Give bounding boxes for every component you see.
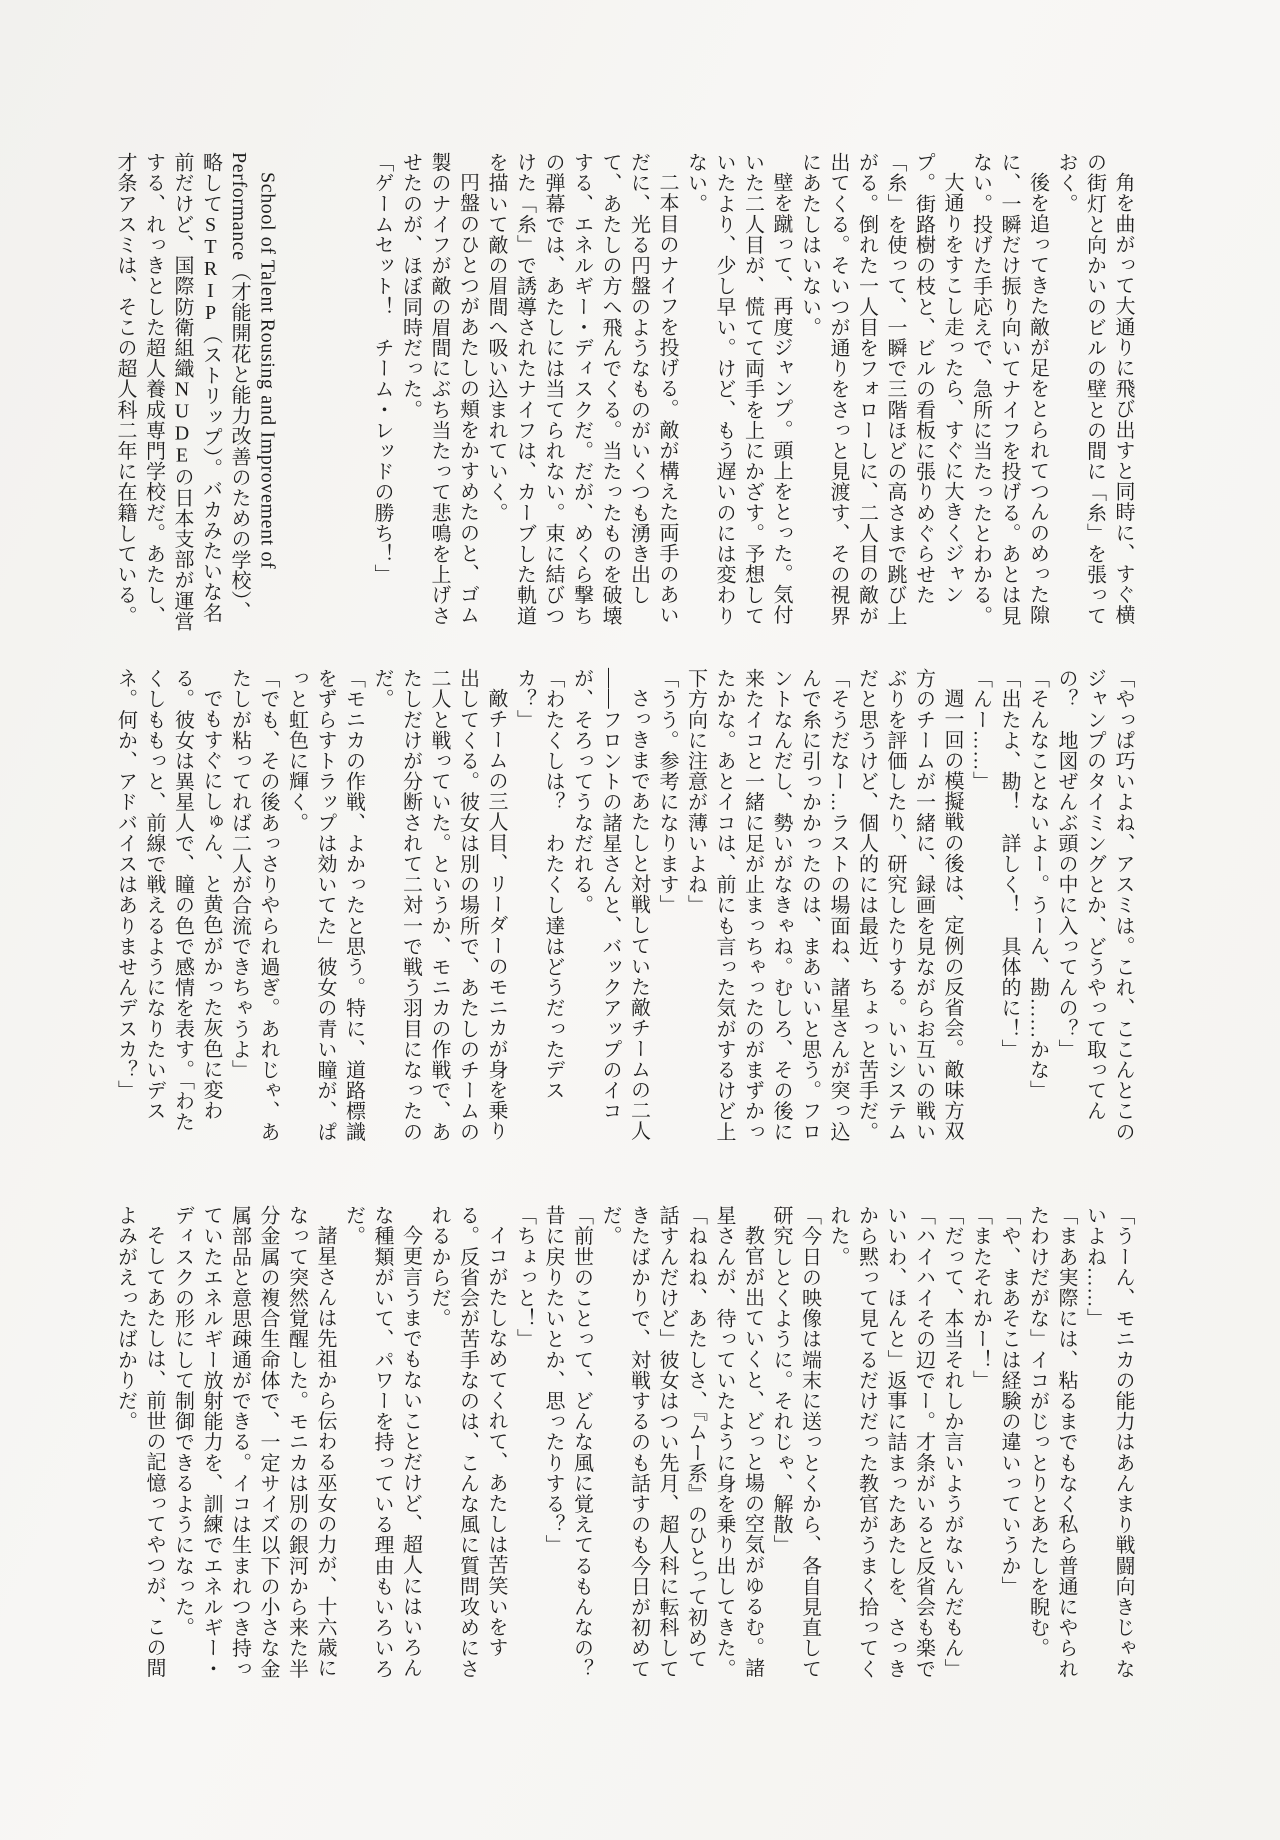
paragraph: 「ちょっと！」 bbox=[513, 1205, 536, 1350]
paragraph: 「わたくしは？ わたくし達はどうだったデスカ？」 bbox=[513, 668, 564, 1101]
paragraph: 「や、まあそこは経験の違いっていうか」 bbox=[998, 1205, 1020, 1597]
paragraph: 「今日の映像は端末に送っとくから、各自見直して研究しとくように。それじゃ、解散」 bbox=[770, 1205, 821, 1679]
paragraph: 「そうだなー…ラストの場面ね、諸星さんが突っ込んで糸に引っかかったのは、まあいいと思う。フロントなんだし、勢いがなきゃね。むしろ、その後に来たイコと一緒に足が止まっちゃったのがまずかったかな。あとイコは、前にも言った気がするけど上下方向に注意が薄いよね」 bbox=[684, 668, 849, 1142]
paragraph: 「出たよ、勘！ 詳しく！ 具体的に！」 bbox=[998, 668, 1020, 1060]
paragraph: 「でも、その後あっさりやられ過ぎ。あれじゃ、あたしが粘ってれば二人が合流できちゃうよ」 bbox=[228, 668, 279, 1142]
paragraph: 角を曲がって大通りに飛び出すと同時に、すぐ横の街灯と向かいのビルの壁との間に「糸」を張っておく。 bbox=[1055, 152, 1134, 626]
paragraph: 円盤のひとつがあたしの頬をかすめたのと、ゴム製のナイフが敵の眉間にぶち当たって悲鳴を上げさせたのが、ほぼ同時だった。 bbox=[399, 152, 479, 626]
paragraph: 「やっぱ巧いよね、アスミは。これ、ここんとこのジャンプのタイミングとか、どうやって取ってんの？ 地図ぜんぶ頭の中に入ってんの？」 bbox=[1055, 668, 1134, 1142]
paragraph: イコがたしなめてくれて、あたしは苦笑いをする。反省会が苦手なのは、こんな風に質問攻めにされるからだ。 bbox=[428, 1205, 507, 1679]
paragraph: 今更言うまでもないことだけど、超人にはいろんな種類がいて、パワーを持っている理由もいろいろだ。 bbox=[342, 1205, 422, 1679]
text-band-top bbox=[114, 152, 1137, 634]
text-band-middle bbox=[114, 668, 1137, 1150]
paragraph: そしてあたしは、前世の記憶ってやつが、この間よみがえったばかりだ。 bbox=[114, 1205, 165, 1679]
upright-acronym: STRIP bbox=[199, 213, 222, 324]
paragraph: 「ねねね、あたしさ、『ムー系』のひとって初めて話すんだけど」彼女はつい先月、超人科に転科してきたばかりで、対戦するのも話すのも今日が初めてだ。 bbox=[599, 1205, 707, 1679]
paragraph: 「だって、本当それしか言いようがないんだもん」 bbox=[941, 1205, 963, 1679]
paragraph: 二本目のナイフを投げる。敵が構えた両手のあいだに、光る円盤のようなものがいくつも湧き出して、あたしの方へ飛んでくる。当たったものを破壊する、エネルギー・ディスクだ。だが、めくら撃ちの弾幕では、あたしには当てられない。束に結びつけた「糸」で誘導されたナイフは、カーブした軌道を描いて敵の眉間へ吸い込まれていく。 bbox=[485, 152, 678, 626]
paragraph: 後を追ってきた敵が足をとられてつんのめった隙に、一瞬だけ振り向いてナイフを投げる。あとは見ない。投げた手応えで、急所に当たったとわかる。 bbox=[969, 152, 1049, 626]
upright-acronym: NUDE bbox=[171, 378, 193, 467]
paragraph: 「モニカの作戦、よかったと思う。特に、道路標識をずらすトラップは効いてた」彼女の青い瞳が、ぱっと虹色に輝く。 bbox=[285, 668, 365, 1142]
paragraph: 「まあ実際には、粘るまでもなく私ら普通にやられたわけだがな」イコがじっとりとあたしを睨む。 bbox=[1026, 1205, 1077, 1679]
paragraph: 教官が出ていくと、どっと場の空気がゆるむ。諸星さんが、待っていたように身を乗り出してきた。 bbox=[713, 1205, 764, 1679]
paragraph: 「うーん、モニカの能力はあんまり戦闘向きじゃないよね……」 bbox=[1083, 1205, 1134, 1679]
paragraph: さっきまであたしと対戦していた敵チームの二人——フロントの諸星さんと、バックアップのイコが、そろってうなだれる。 bbox=[570, 668, 650, 1142]
paragraph: でもすぐにしゅん、と黄色がかった灰色に変わる。彼女は異星人で、瞳の色で感情を表す。「わたくしももっと、前線で戦えるようになりたいデスネ。何か、アドバイスはありませんデスカ？」 bbox=[114, 668, 222, 1132]
paragraph: 「んー……」 bbox=[969, 668, 992, 792]
paragraph: 諸星さんは先祖から伝わる巫女の力が、十六歳になって突然覚醒した。モニカは別の銀河から来た半分金属の複合生命体で、一定サイズ以下の小さな金属部品と意思疎通ができる。イコは生まれつき持っていたエネルギー放射能力を、訓練でエネルギー・ディスクの形にして制御できるようになった。 bbox=[171, 1205, 336, 1679]
paragraph: 「そんなことないよー。うーん、勘……かな」 bbox=[1026, 668, 1049, 1101]
text-band-bottom bbox=[114, 1205, 1137, 1687]
paragraph: 「ハイハイその辺でー。才条がいると反省会も楽でいいわ、ほんと」返事に詰まったあたしを、さっきから黙って見てるだけだった教官がうまく拾ってくれた。 bbox=[827, 1205, 935, 1679]
paragraph: School of Talent Rousing and Improvement of Performance（才能開花と能力改善のための学校）、略してSTRIP（ストリップ）。バカみたいな名前だけど、国際防衛組織NUDEの日本支部が運営する、れっきとした超人養成専門学校だ。あたし、才条アスミは、そこの超人科二年に在籍している。 bbox=[114, 152, 279, 632]
paragraph: 「前世のことって、どんな風に覚えてるもんなの？昔に戻りたいとか、思ったりする？」 bbox=[542, 1205, 593, 1679]
paragraph: 壁を蹴って、再度ジャンプ。頭上をとった。気付いた二人目が、慌てて両手を上にかざす。予想していたより、少し早い。けど、もう遅いのには変わりない。 bbox=[684, 152, 792, 626]
paragraph: 大通りをすこし走ったら、すぐに大きくジャンプ。街路樹の枝と、ビルの看板に張りめぐらせた「糸」を使って、一瞬で三階ほどの高さまで跳び上がる。倒れた一人目をフォローしに、二人目の敵が出てくる。そいつが通りをさっと見渡す、その視界にあたしはいない。 bbox=[798, 152, 963, 626]
paragraph: 「またそれかー！」 bbox=[969, 1205, 992, 1391]
paragraph: 週一回の模擬戦の後は、定例の反省会。敵味方双方のチームが一緒に、録画を見ながらお互いの戦いぶりを評価したり、研究したりする。いいシステムだと思うけど、個人的には最近、ちょっと苦手だ。 bbox=[855, 668, 963, 1142]
paragraph: 敵チームの三人目、リーダーのモニカが身を乗り出してくる。彼女は別の場所で、あたしのチームの二人と戦っていた。というか、モニカの作戦で、あたしだけが分断されて二対一で戦う羽目になったのだ。 bbox=[371, 668, 507, 1142]
paragraph: 「ゲームセット！ チーム・レッドの勝ち！」 bbox=[371, 152, 393, 585]
paragraph: 「うう。参考になります」 bbox=[656, 668, 678, 916]
